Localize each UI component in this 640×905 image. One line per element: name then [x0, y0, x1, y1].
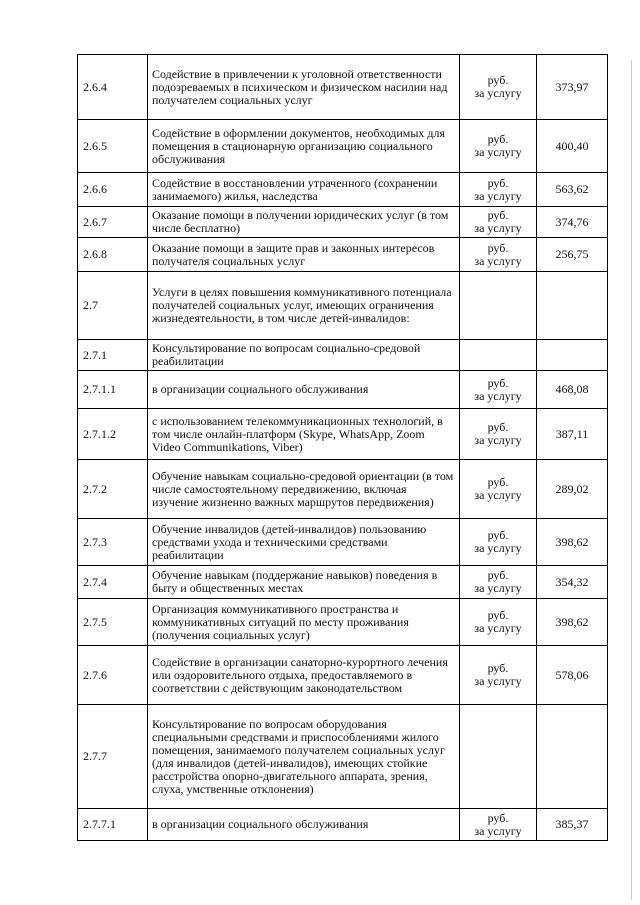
table-row [78, 55, 608, 120]
service-code: 2.7.7.1 [78, 809, 148, 841]
unit-cell [460, 705, 537, 809]
service-name: Организация коммуникативного пространства и коммуникативных ситуаций по месту проживания (получения социальных услуг) [148, 599, 460, 646]
table-row [78, 566, 608, 599]
unit-text: руб. за услугу [474, 568, 522, 595]
service-name: Оказание помощи в защите прав и законных интересов получателя социальных услуг [148, 238, 460, 272]
service-name: Обучение инвалидов (детей-инвалидов) пользованию средствами ухода и техническими средствами реабилитации [148, 519, 460, 566]
price-cell: 398,62 [537, 599, 608, 646]
unit-cell [460, 599, 537, 646]
table-row [78, 272, 608, 340]
unit-text: руб. за услугу [474, 73, 522, 100]
unit-cell [460, 646, 537, 705]
page-edge-line [631, 60, 632, 900]
unit-cell [460, 207, 537, 238]
unit-cell [460, 272, 537, 340]
price-cell: 578,06 [537, 646, 608, 705]
service-code: 2.6.4 [78, 55, 148, 120]
price-cell: 468,08 [537, 371, 608, 409]
service-name: Содействие в привлечении к уголовной ответственности подозреваемых в психическом и физическом насилии над получателем социальных услуг [148, 55, 460, 120]
unit-text: руб. за услугу [474, 608, 522, 635]
unit-cell [460, 809, 537, 841]
unit-cell [460, 173, 537, 207]
table-row [78, 340, 608, 371]
price-cell: 373,97 [537, 55, 608, 120]
service-name: Обучение навыкам (поддержание навыков) поведения в быту и общественных местах [148, 566, 460, 599]
service-code: 2.7.1.2 [78, 409, 148, 460]
unit-text: руб. за услугу [474, 132, 522, 159]
service-name: в организации социального обслуживания [148, 809, 460, 841]
service-code: 2.7.7 [78, 705, 148, 809]
service-code: 2.6.5 [78, 120, 148, 173]
price-cell: 398,62 [537, 519, 608, 566]
service-name: с использованием телекоммуникационных технологий, в том числе онлайн-платформ (Skype, WhatsApp, Zoom Video Communikations, Viber) [148, 409, 460, 460]
price-cell: 400,40 [537, 120, 608, 173]
table-row [78, 705, 608, 809]
price-cell [537, 705, 608, 809]
unit-cell [460, 55, 537, 120]
unit-cell [460, 371, 537, 409]
price-cell: 385,37 [537, 809, 608, 841]
unit-text: руб. за услугу [474, 810, 522, 838]
unit-text: руб. за услугу [474, 475, 522, 502]
unit-cell [460, 409, 537, 460]
unit-cell [460, 120, 537, 173]
service-code: 2.7.1.1 [78, 371, 148, 409]
unit-text: руб. за услугу [474, 208, 522, 235]
service-name: Содействие в восстановлении утраченного (сохранении занимаемого) жилья, наследства [148, 173, 460, 207]
price-cell: 374,76 [537, 207, 608, 238]
unit-text: руб. за услугу [474, 375, 522, 403]
unit-text: руб. за услугу [474, 661, 522, 688]
price-cell [537, 272, 608, 340]
service-name: Содействие в организации санаторно-курортного лечения или оздоровительного отдыха, предоставляемого в соответствии с действующим законодательством [148, 646, 460, 705]
table-row [78, 371, 608, 409]
service-code: 2.7.5 [78, 599, 148, 646]
service-name: Консультирование по вопросам оборудования специальными средствами и приспособлениями жилого помещения, занимаемого получателем социальных услуг (для инвалидов (детей-инвалидов), имеющих стойкие расстройства опорно-двигательного аппарата, зрения, слуха, умственные отклонения) [148, 705, 460, 809]
table-row [78, 173, 608, 207]
table-row [78, 599, 608, 646]
unit-cell [460, 238, 537, 272]
table-row [78, 238, 608, 272]
service-code: 2.6.6 [78, 173, 148, 207]
unit-cell [460, 519, 537, 566]
service-code: 2.7.3 [78, 519, 148, 566]
price-cell [537, 340, 608, 371]
service-name: в организации социального обслуживания [148, 371, 460, 409]
service-code: 2.7 [78, 272, 148, 340]
price-cell: 563,62 [537, 173, 608, 207]
unit-text: руб. за услугу [474, 240, 522, 268]
service-code: 2.7.4 [78, 566, 148, 599]
service-code: 2.7.2 [78, 460, 148, 519]
service-name: Услуги в целях повышения коммуникативного потенциала получателей социальных услуг, имеющих ограничения жизнедеятельности, в том числе детей-инвалидов: [148, 272, 460, 340]
unit-text: руб. за услугу [474, 175, 522, 203]
service-code: 2.6.7 [78, 207, 148, 238]
unit-text: руб. за услугу [474, 528, 522, 555]
price-cell: 289,02 [537, 460, 608, 519]
unit-cell [460, 340, 537, 371]
price-cell: 387,11 [537, 409, 608, 460]
service-code: 2.7.1 [78, 340, 148, 371]
service-name: Содействие в оформлении документов, необходимых для помещения в стационарную организацию социального обслуживания [148, 120, 460, 173]
table-row [78, 409, 608, 460]
service-name: Оказание помощи в получении юридических услуг (в том числе бесплатно) [148, 207, 460, 238]
tariff-table [77, 54, 608, 841]
service-name: Обучение навыкам социально-средовой ориентации (в том числе самостоятельному передвижению, включая изучение жизненно важных маршрутов передвижения) [148, 460, 460, 519]
service-code: 2.7.6 [78, 646, 148, 705]
table-row [78, 809, 608, 841]
tariff-table-body [78, 55, 608, 841]
service-code: 2.6.8 [78, 238, 148, 272]
unit-text: руб. за услугу [474, 420, 522, 447]
service-name: Консультирование по вопросам социально-средовой реабилитации [148, 340, 460, 371]
unit-cell [460, 566, 537, 599]
table-row [78, 207, 608, 238]
table-row [78, 120, 608, 173]
unit-cell [460, 460, 537, 519]
table-row [78, 460, 608, 519]
table-row [78, 646, 608, 705]
price-cell: 354,32 [537, 566, 608, 599]
table-row [78, 519, 608, 566]
price-cell: 256,75 [537, 238, 608, 272]
